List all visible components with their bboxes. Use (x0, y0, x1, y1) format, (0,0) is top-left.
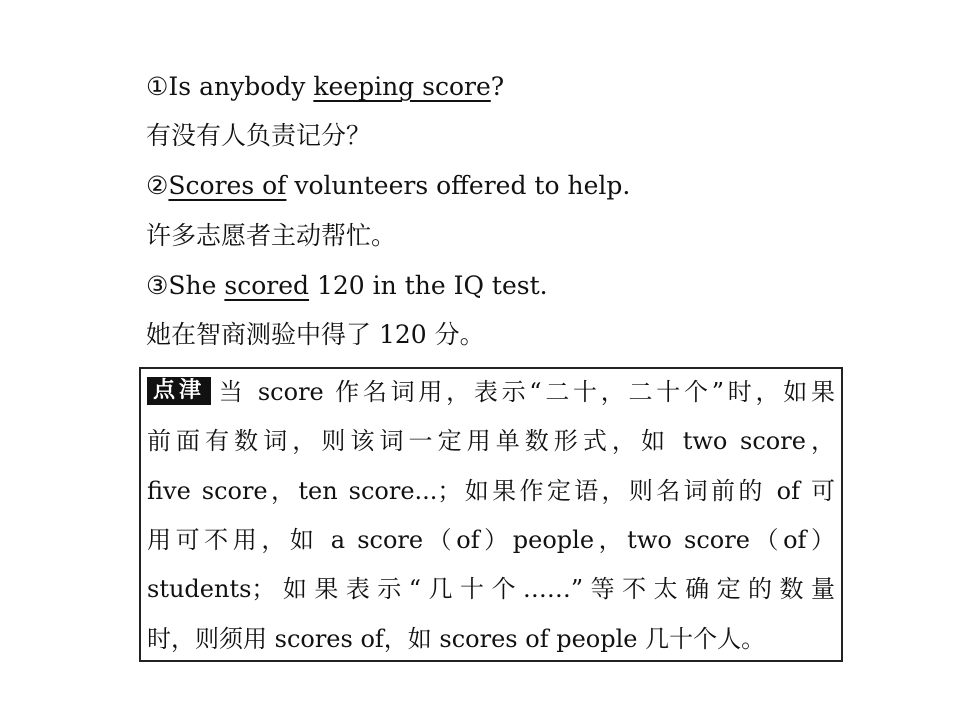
example-3-after: 120 in the IQ test. (309, 271, 548, 300)
note-tag: 点津 (147, 377, 211, 405)
example-1-marker: ① (146, 72, 169, 101)
example-2-after: volunteers offered to help. (286, 171, 631, 200)
example-1-underlined: keeping score (313, 72, 491, 101)
note-line-4: 用可不用，如 a score（of）people，two score（of） (147, 526, 835, 554)
note-line-1 (147, 377, 835, 407)
example-2-marker: ② (146, 171, 169, 200)
example-1-translation: 有没有人负责记分？ (146, 121, 372, 150)
example-2-sentence (146, 171, 630, 201)
note-line-6: 时，则须用 scores of，如 scores of people 几十个人。 (147, 625, 766, 653)
example-3-before: She (168, 271, 225, 300)
example-3-underlined: scored (224, 271, 310, 300)
example-1-before: Is anybody (168, 72, 314, 101)
example-3-marker: ③ (146, 271, 169, 300)
example-2-translation: 许多志愿者主动帮忙。 (146, 221, 397, 250)
example-1-sentence (146, 72, 504, 102)
note-line-5: students；如果表示“几十个……”等不太确定的数量 (147, 575, 835, 603)
usage-note-box (139, 367, 843, 662)
example-3-translation: 她在智商测验中得了 120 分。 (146, 320, 485, 349)
example-3-sentence (146, 271, 548, 301)
example-1-after: ? (490, 72, 505, 101)
example-2-underlined: Scores of (168, 171, 287, 200)
note-line-1-text: 当 score 作名词用，表示“二十，二十个”时，如果 (215, 378, 835, 406)
note-line-2: 前面有数词，则该词一定用单数形式，如 two score， (147, 427, 835, 455)
note-line-3: five score，ten score...；如果作定语，则名词前的 of 可 (147, 477, 835, 505)
